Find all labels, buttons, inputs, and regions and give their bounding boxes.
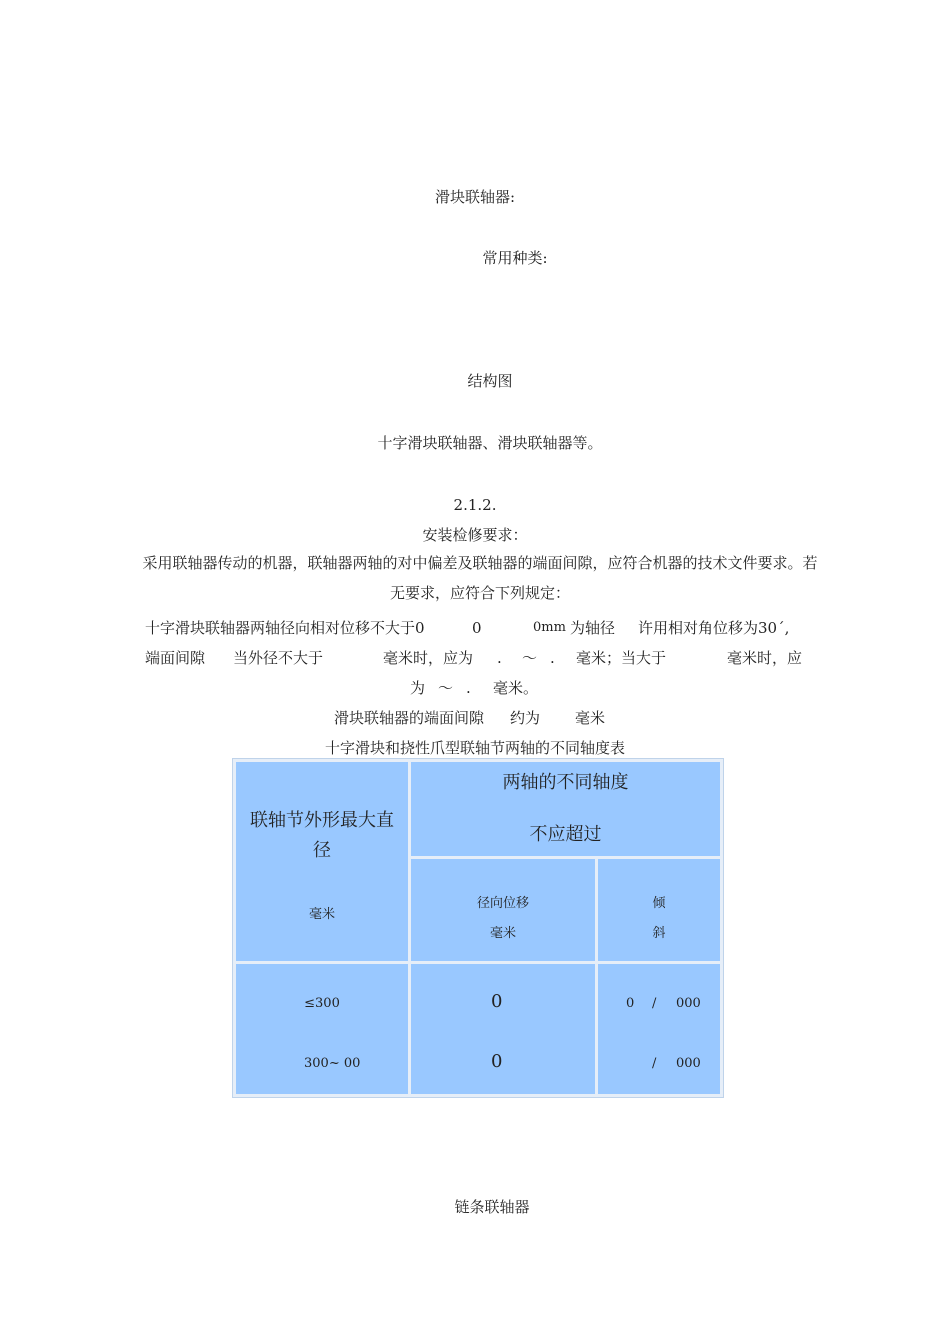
row-2-tilt-b: /: [652, 1056, 657, 1071]
rule-1-b: 0: [472, 619, 482, 637]
heading-common-types: 常用种类:: [482, 249, 548, 267]
slider-gap-c: 毫米: [575, 709, 606, 727]
main-paragraph: 采用联轴器传动的机器，联轴器两轴的对中偏差及联轴器的端面间隙，应符合机器的技术文件要求。若无要求，应符合下列规定：: [142, 554, 818, 602]
header-tilt-line2: 斜: [652, 926, 666, 941]
section-title: 安装检修要求：: [422, 526, 528, 544]
row-1-diameter: ≤300: [304, 996, 340, 1011]
structure-diagram-label: 结构图: [467, 372, 513, 390]
rule-1-a: 十字滑块联轴器两轴径向相对位移不大于0: [145, 619, 425, 637]
slider-gap-b: 约为: [510, 709, 541, 727]
rule-3-b: ～: [438, 679, 454, 697]
rule-2-d: .: [497, 649, 502, 667]
header-radial-unit: 毫米: [489, 926, 516, 941]
types-list: 十字滑块联轴器、滑块联轴器等。: [377, 434, 603, 452]
row-1-tilt-c: 000: [676, 996, 701, 1011]
rule-2-a: 端面间隙: [145, 649, 206, 667]
rule-2-c: 毫米时，应为: [383, 649, 474, 667]
row-1-radial: 0: [491, 991, 503, 1012]
heading-chain-coupling: 链条联轴器: [454, 1198, 530, 1216]
rule-3-a: 为: [410, 679, 426, 697]
slider-gap-a: 滑块联轴器的端面间隙: [334, 709, 485, 727]
row-1-tilt-a: 0: [626, 996, 635, 1011]
row-2-tilt-c: 000: [676, 1056, 701, 1071]
heading-slider-coupling: 滑块联轴器:: [434, 188, 516, 206]
diameter-cell: [236, 964, 408, 1094]
rule-2-h: 毫米时，应: [727, 649, 803, 667]
radial-cell: [411, 964, 595, 1094]
rule-2-g: 毫米；当大于: [576, 649, 667, 667]
header-diameter: 联轴节外形最大直径: [250, 809, 394, 861]
rule-2-e: ～: [522, 649, 538, 667]
header-radial: 径向位移: [476, 896, 529, 911]
rule-1-e: 许用相对角位移为30´,: [638, 619, 790, 637]
row-1-tilt: [598, 989, 720, 1019]
misalignment-table: [232, 758, 724, 1098]
header-diameter-unit: 毫米: [308, 906, 335, 922]
rule-3-c: .: [466, 679, 471, 697]
header-group-line1: 两轴的不同轴度: [502, 772, 629, 793]
header-group-line2: 不应超过: [529, 824, 602, 845]
row-2-radial: 0: [491, 1051, 503, 1072]
rule-2-b: 当外径不大于: [233, 649, 324, 667]
rule-1-c: 0mm: [533, 620, 566, 635]
header-radial-cell: [411, 859, 595, 961]
table-caption: 十字滑块和挠性爪型联轴节两轴的不同轴度表: [324, 739, 625, 757]
tilt-cell: [598, 964, 720, 1094]
rule-2-f: .: [550, 649, 555, 667]
header-diameter-cell: [236, 762, 408, 961]
rule-3-d: 毫米。: [493, 679, 539, 697]
row-2-tilt: [598, 1049, 720, 1079]
rule-1-d: 为轴径: [570, 619, 616, 637]
header-group-cell: [411, 762, 720, 856]
row-1-tilt-b: /: [652, 996, 657, 1011]
header-tilt-cell: [598, 859, 720, 961]
header-tilt-line1: 倾: [652, 896, 666, 911]
row-2-diameter: 300~ 00: [304, 1056, 361, 1071]
section-number: 2.1.2.: [453, 496, 497, 514]
